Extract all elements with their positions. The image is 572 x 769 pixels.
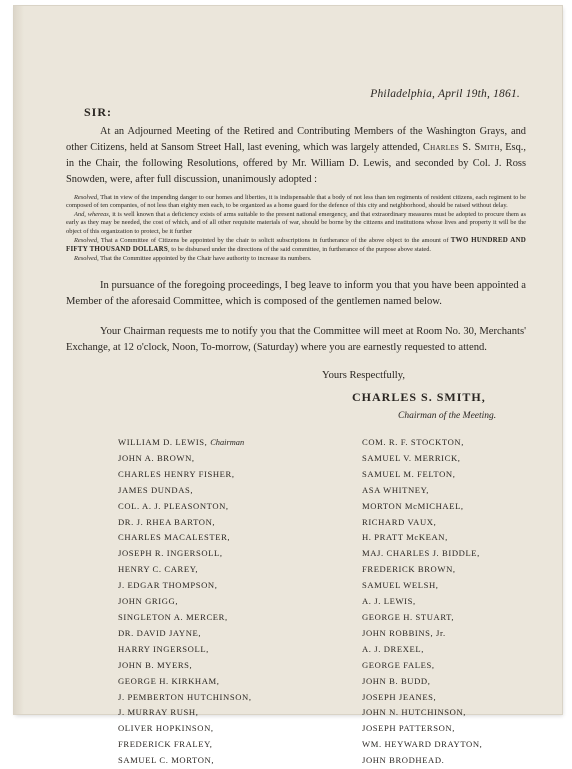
member-name: J. MURRAY RUSH, — [118, 707, 199, 718]
closing: Yours Respectfully, — [322, 370, 405, 381]
member-name: ASA WHITNEY, — [362, 484, 430, 495]
resolution-text: , to be disbursed under the directions of the said committee, in furtherance of the purpose above stated. — [168, 246, 432, 254]
member-list-left — [118, 435, 252, 769]
resolution-2 — [66, 211, 526, 236]
member-name — [118, 435, 252, 451]
member-name: JOHN B. MYERS, — [118, 659, 193, 670]
member-name: HENRY C. CAREY, — [118, 564, 199, 575]
member-name: A. J. DREXEL, — [362, 643, 424, 654]
resolution-text: That in view of the impending danger to our homes and liberties, it is indispensable that a body of not less than ten regiments of resident citizens, each regiment to be composed of ten companies, of not less than eighty men each, to be organized as a home guard for the defence of this city and neighborhood, should be raised without delay. — [66, 194, 526, 210]
resolution-1 — [66, 194, 526, 211]
member-name: COL. A. J. PLEASONTON, — [118, 500, 229, 511]
member-name: A. J. LEWIS, — [362, 596, 416, 607]
resolution-3 — [66, 236, 526, 255]
chair-name: Charles S. Smith — [422, 142, 500, 153]
member-name: FREDERICK FRALEY, — [118, 739, 213, 750]
resolution-keyword: And, whereas, — [74, 210, 111, 218]
member-name: JOHN N. HUTCHINSON, — [362, 707, 467, 718]
member-name: JOHN GRIGG, — [118, 596, 179, 607]
member-name: JOSEPH R. INGERSOLL, — [118, 548, 223, 559]
member-name: SINGLETON A. MERCER, — [118, 611, 228, 622]
member-name: HARRY INGERSOLL, — [118, 643, 209, 654]
resolution-keyword: Resolved, — [74, 254, 99, 262]
chairman-note: Chairman — [210, 438, 245, 447]
member-name: OLIVER HOPKINSON, — [118, 723, 214, 734]
intro-text-part2: , Esq., in the Chair, the following Resolutions, offered by Mr. William D. Lewis, and seconded by Col. J. Ross Snowden, were, after full discussion, unanimously adopted : — [66, 142, 526, 185]
member-name: GEORGE H. KIRKHAM, — [118, 675, 220, 686]
member-name: CHARLES HENRY FISHER, — [118, 468, 235, 479]
resolution-text: That a Committee of Citizens be appointed by the chair to solicit subscriptions in furtherance of the above object to the amount of — [98, 237, 451, 245]
document-page — [14, 6, 562, 766]
member-name: MORTON McMICHAEL, — [362, 500, 464, 511]
member-name: JOHN B. BUDD, — [362, 675, 431, 686]
member-name: SAMUEL WELSH, — [362, 580, 439, 591]
member-name: GEORGE H. STUART, — [362, 611, 455, 622]
member-list-right — [362, 435, 482, 769]
resolution-keyword: Resolved, — [74, 237, 99, 245]
member-name: GEORGE FALES, — [362, 659, 435, 670]
member-name: WM. HEYWARD DRAYTON, — [362, 739, 483, 750]
dateline: Philadelphia, April 19th, 1861. — [370, 88, 520, 100]
member-name: J. PEMBERTON HUTCHINSON, — [118, 691, 252, 702]
member-name-text: WILLIAM D. LEWIS, — [118, 437, 208, 447]
member-name: FREDERICK BROWN, — [362, 564, 456, 575]
salutation: SIR: — [84, 105, 113, 119]
signer-title: Chairman of the Meeting. — [398, 411, 497, 421]
member-name: SAMUEL V. MERRICK, — [362, 452, 461, 463]
member-name: MAJ. CHARLES J. BIDDLE, — [362, 548, 480, 559]
resolution-text: That the Committee appointed by the Chair have authority to increase its numbers. — [98, 254, 312, 262]
member-name: JOSEPH JEANES, — [362, 691, 437, 702]
member-name: CHARLES MACALESTER, — [118, 532, 231, 543]
member-name: H. PRATT McKEAN, — [362, 532, 448, 543]
appointment-paragraph: In pursuance of the foregoing proceedings, I beg leave to inform you that you have been appointed a Member of the aforesaid Committee, which is composed of the gentlemen named below. — [66, 280, 526, 307]
member-name: J. EDGAR THOMPSON, — [118, 580, 218, 591]
member-name: SAMUEL M. FELTON, — [362, 468, 456, 479]
signer-name: CHARLES S. SMITH, — [352, 390, 486, 404]
member-name: RICHARD VAUX, — [362, 516, 437, 527]
resolutions-block — [66, 194, 526, 263]
resolution-text: it is well known that a deficiency exists of arms suitable to the present national emergency, and that extraordinary measures must be adopted to procure them as early as they may be needed, the cost of which, and of all other requisite materials of war, should be borne by the citizens and institutions whose lives and property it will be the object of this organization to protect, be it further — [66, 210, 526, 235]
member-name: DR. DAVID JAYNE, — [118, 627, 202, 638]
member-name: COM. R. F. STOCKTON, — [362, 437, 464, 447]
meeting-notice-paragraph: Your Chairman requests me to notify you that the Committee will meet at Room No. 30, Merchants' Exchange, at 12 o'clock, Noon, To-morrow, (Saturday) where you are earnestly requested to attend. — [66, 326, 526, 353]
member-name: JOHN A. BROWN, — [118, 452, 195, 463]
resolution-4 — [66, 255, 526, 263]
resolution-keyword: Resolved, — [74, 194, 99, 201]
resolution-amount: TWO HUNDRED AND FIFTY THOUSAND DOLLARS — [66, 236, 526, 254]
intro-paragraph — [66, 124, 526, 188]
member-name: JAMES DUNDAS, — [118, 484, 194, 495]
intro-text-part1: At an Adjourned Meeting of the Retired and Contributing Members of the Washington Grays, and other Citizens, held at Sansom Street Hall, last evening, which was largely attended, — [66, 126, 526, 153]
member-name: JOSEPH PATTERSON, — [362, 723, 455, 734]
member-name: JOHN ROBBINS, Jr. — [362, 627, 446, 638]
member-name: SAMUEL C. MORTON, — [118, 755, 215, 766]
member-name: JOHN BRODHEAD. — [362, 755, 445, 766]
member-name: DR. J. RHEA BARTON, — [118, 516, 216, 527]
